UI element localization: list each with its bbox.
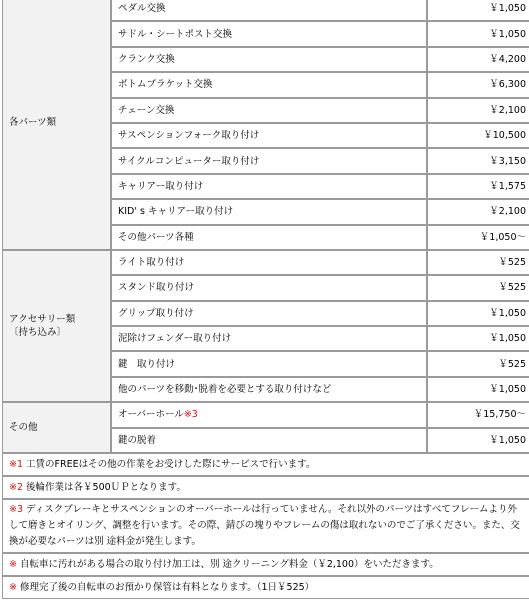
item-price: ￥6,300 — [427, 72, 529, 97]
category-accessory-sublabel: 〔持ち込み〕 — [9, 327, 67, 339]
note-mark: ※3 — [9, 504, 24, 516]
item-name: ボトムブラケット交換 — [111, 72, 427, 97]
item-name: サドル・シートポスト交換 — [111, 21, 427, 46]
item-name: ライト取り付け — [111, 250, 427, 275]
item-price: ￥1,050 — [427, 21, 529, 46]
item-name: 鍵の脱着 — [111, 428, 427, 453]
note-mark: ※2 — [9, 482, 24, 494]
item-name: ペダル交換 — [111, 0, 427, 21]
category-accessory-label: アクセサリー類 — [9, 314, 76, 326]
note-body: 自転車に汚れがある場合の取り付け加工は、別 途クリーニング料金（￥2,100）をいただきます。 — [16, 559, 439, 571]
item-price: ￥1,050 — [427, 326, 529, 351]
item-name: 他のパーツを移動･脱着を必要とする取り付けなど — [111, 377, 427, 402]
note-row — [2, 553, 529, 576]
note-text — [2, 499, 529, 553]
category-parts: 各パーツ類 — [2, 0, 111, 250]
note-mark: ※ — [9, 559, 17, 571]
note-row — [2, 499, 529, 553]
item-name: クランク交換 — [111, 47, 427, 72]
item-name: 泥除けフェンダー取り付け — [111, 326, 427, 351]
note-text — [2, 553, 529, 576]
note-mark: ※1 — [9, 459, 24, 471]
category-accessory — [2, 250, 111, 402]
note-body: 修理完了後の自転車のお預かり保管は有料となります。（1日￥525） — [16, 582, 315, 594]
item-name: スタンド取り付け — [111, 275, 427, 300]
item-price: ￥2,100 — [427, 98, 529, 123]
item-price: ￥1,050 — [427, 301, 529, 326]
note-body: ディスクブレーキとサスペンションのオーバーホールは行っていません。それ以外のパーツはすべてフレームより外して磨きとオイリング、調整を行います。その際、錆びの塊りやフレームの傷は取れないのでご了承ください。また、交換が必要なパーツは別 途料金が発生します。 — [9, 504, 520, 548]
item-name — [111, 402, 427, 427]
item-name-text: オーバーホール — [118, 409, 184, 421]
item-price: ￥1,050 — [427, 428, 529, 453]
item-price: ￥525 — [427, 250, 529, 275]
note-body: 後輪作業は各￥500ＵＰとなります。 — [23, 482, 186, 494]
note-row — [2, 453, 529, 476]
item-price: ￥15,750～ — [427, 402, 529, 427]
note-mark: ※ — [9, 582, 17, 594]
note-reference: ※3 — [183, 409, 198, 421]
item-name: KID' s キャリアー取り付け — [111, 199, 427, 224]
item-name: サスペンションフォーク取り付け — [111, 123, 427, 148]
note-text — [2, 576, 529, 599]
table-row — [2, 250, 529, 275]
item-name: チェーン交換 — [111, 98, 427, 123]
item-price: ￥2,100 — [427, 199, 529, 224]
item-name: キャリアー取り付け — [111, 174, 427, 199]
note-row — [2, 476, 529, 499]
item-price: ￥525 — [427, 275, 529, 300]
item-name: その他パーツ各種 — [111, 225, 427, 250]
note-text — [2, 476, 529, 499]
price-table — [2, 0, 529, 599]
table-row — [2, 0, 529, 21]
note-body: 工賃のFREEはその他の作業をお受けした際にサービスで行います。 — [23, 459, 316, 471]
category-other: その他 — [2, 402, 111, 453]
note-row — [2, 576, 529, 599]
item-price: ￥1,050～ — [427, 225, 529, 250]
item-price: ￥1,050 — [427, 0, 529, 21]
item-price: ￥3,150 — [427, 148, 529, 173]
item-price: ￥10,500 — [427, 123, 529, 148]
item-name: サイクルコンピューター取り付け — [111, 148, 427, 173]
item-price: ￥1,575 — [427, 174, 529, 199]
item-price: ￥1,050 — [427, 377, 529, 402]
item-price: ￥525 — [427, 351, 529, 376]
note-text — [2, 453, 529, 476]
table-row — [2, 402, 529, 427]
item-name: グリップ取り付け — [111, 301, 427, 326]
item-name: 鍵 取り付け — [111, 351, 427, 376]
item-price: ￥4,200 — [427, 47, 529, 72]
